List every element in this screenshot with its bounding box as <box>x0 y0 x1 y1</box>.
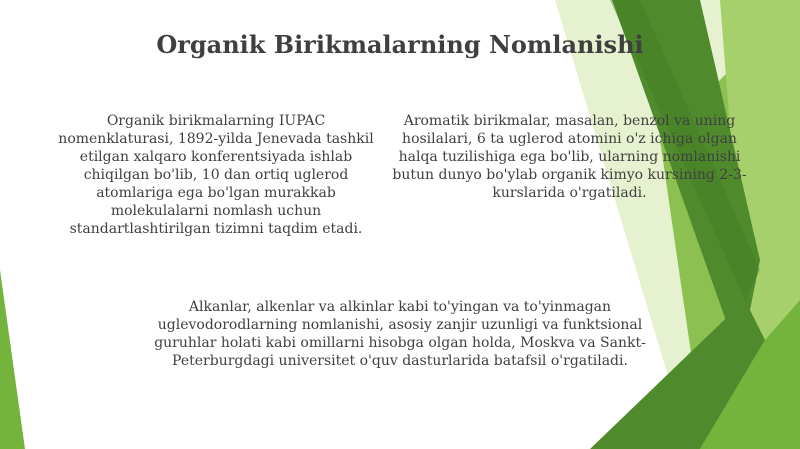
left-green-sliver <box>0 270 25 449</box>
right-paragraph: Aromatik birikmalar, masalan, benzol va uning hosilalari, 6 ta uglerod atomini o'z ichiga olgan halqa tuzilishiga ega bo'lib, ularning nomlanishi butun dunyo bo'ylab organik kimyo kursining 2-3-kurslarida o'rgatiladi. <box>392 113 747 201</box>
left-paragraph: Organik birikmalarning IUPAC nomenklaturasi, 1892-yilda Jenevada tashkil etilgan xalqaro konferentsiyada ishlab chiqilgan bo'lib, 10 dan ortiq uglerod atomlariga ega bo'lgan murakkab molekulalarni nomlash uchun standartlashtirilgan tizimni taqdim etadi. <box>58 113 374 237</box>
slide-title: Organik Birikmalarning Nomlanishi <box>156 30 644 59</box>
bottom-paragraph: Alkanlar, alkenlar va alkinlar kabi to'yingan va to'yinmagan uglevodorodlarning nomlanishi, asosiy zanjir uzunligi va funktsional guruhlar holati kabi omillarni hisobga olgan holda, Moskva va Sankt-Peterburgdagi universitet o'quv dasturlarida batafsil o'rgatiladi. <box>154 299 646 369</box>
